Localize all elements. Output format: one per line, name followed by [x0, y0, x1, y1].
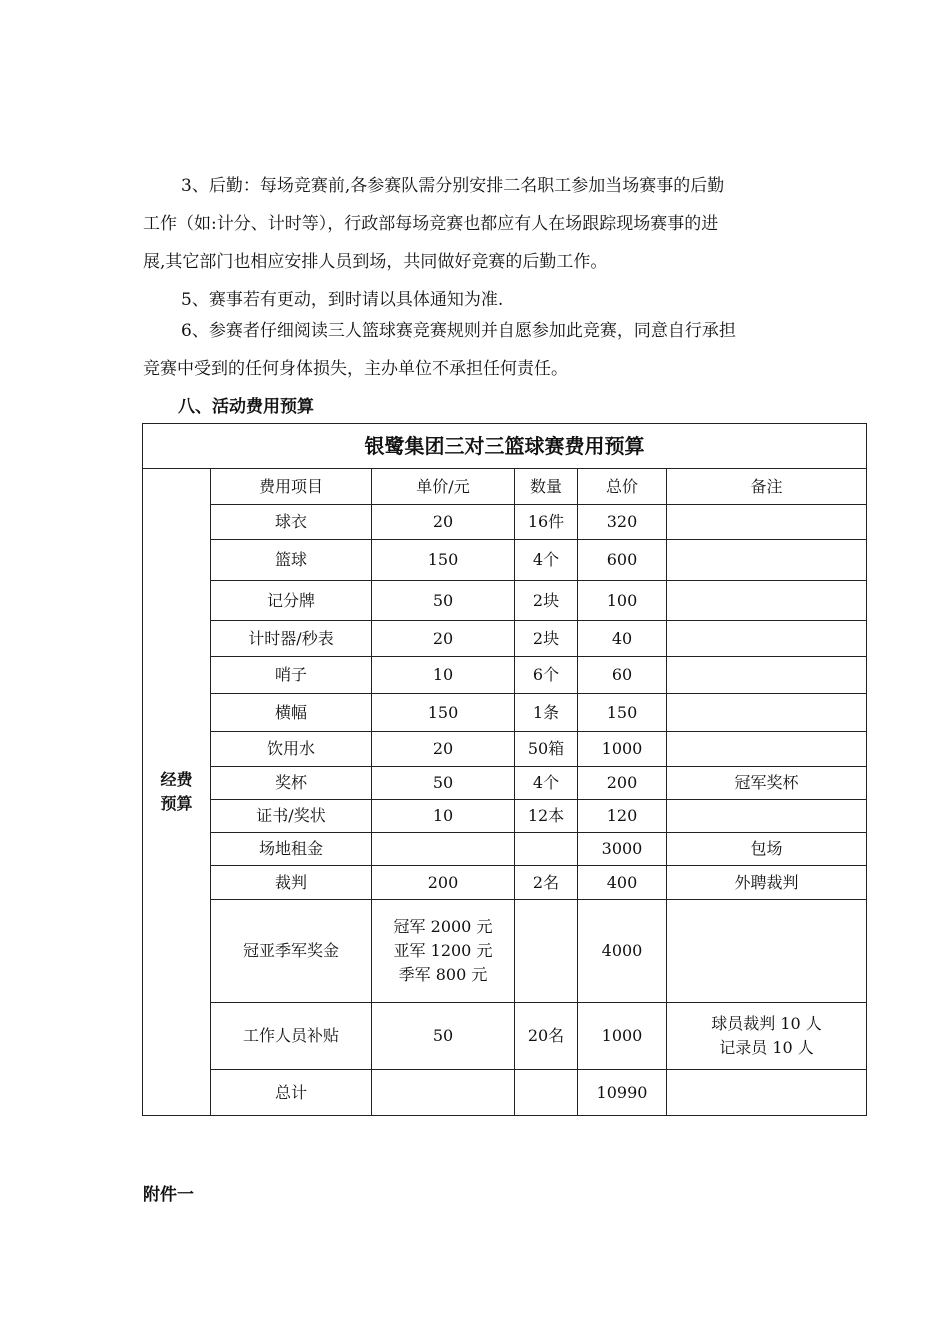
qty-cell: 4个	[515, 767, 578, 800]
paragraph-logistics	[143, 167, 823, 281]
item-cell: 饮用水	[211, 732, 372, 767]
header-cell: 数量	[515, 469, 578, 505]
budget-table	[142, 423, 867, 1116]
note-cell	[667, 657, 867, 694]
qty-cell: 2块	[515, 581, 578, 621]
table-row	[143, 657, 867, 694]
total-cell: 60	[578, 657, 667, 694]
table-row	[143, 866, 867, 900]
qty-cell: 16件	[515, 505, 578, 540]
total-cell: 320	[578, 505, 667, 540]
note-line: 球员裁判 10 人	[711, 1014, 822, 1033]
price-cell: 20	[372, 505, 515, 540]
section-heading: 八、活动费用预算	[178, 397, 314, 417]
total-cell: 120	[578, 800, 667, 833]
note-cell	[667, 1070, 867, 1116]
total-cell: 1000	[578, 1003, 667, 1070]
item-cell: 工作人员补贴	[211, 1003, 372, 1070]
note-cell	[667, 540, 867, 581]
price-cell	[372, 900, 515, 1003]
paragraph-line: 3、后勤：每场竞赛前,各参赛队需分别安排二名职工参加当场赛事的后勤	[181, 176, 725, 196]
table-row	[143, 621, 867, 657]
item-cell: 总计	[211, 1070, 372, 1116]
note-cell	[667, 900, 867, 1003]
header-cell: 费用项目	[211, 469, 372, 505]
total-cell: 1000	[578, 732, 667, 767]
side-label-line: 预算	[160, 794, 193, 813]
item-cell: 记分牌	[211, 581, 372, 621]
table-row-total	[143, 1070, 867, 1116]
total-cell: 400	[578, 866, 667, 900]
table-row	[143, 767, 867, 800]
note-cell	[667, 621, 867, 657]
item-cell: 证书/奖状	[211, 800, 372, 833]
item-cell: 冠亚季军奖金	[211, 900, 372, 1003]
table-row-staff	[143, 1003, 867, 1070]
table-row	[143, 540, 867, 581]
item-cell: 奖杯	[211, 767, 372, 800]
price-cell: 10	[372, 657, 515, 694]
price-cell: 20	[372, 621, 515, 657]
header-cell: 备注	[667, 469, 867, 505]
table-row	[143, 800, 867, 833]
note-line: 记录员 10 人	[719, 1038, 814, 1057]
item-cell: 计时器/秒表	[211, 621, 372, 657]
price-cell: 50	[372, 767, 515, 800]
note-cell	[667, 694, 867, 732]
total-cell: 40	[578, 621, 667, 657]
header-cell: 单价/元	[372, 469, 515, 505]
total-cell: 100	[578, 581, 667, 621]
qty-cell: 2名	[515, 866, 578, 900]
total-cell: 600	[578, 540, 667, 581]
note-cell: 包场	[667, 833, 867, 866]
item-cell: 裁判	[211, 866, 372, 900]
price-cell: 50	[372, 1003, 515, 1070]
paragraph-line: 6、参赛者仔细阅读三人篮球赛竞赛规则并自愿参加此竞赛，同意自行承担	[181, 321, 736, 341]
price-line: 季军 800 元	[398, 965, 488, 984]
total-cell: 3000	[578, 833, 667, 866]
table-title: 银鹭集团三对三篮球赛费用预算	[143, 424, 867, 469]
item-cell: 球衣	[211, 505, 372, 540]
price-cell: 50	[372, 581, 515, 621]
qty-cell: 4个	[515, 540, 578, 581]
item-cell: 篮球	[211, 540, 372, 581]
total-cell: 150	[578, 694, 667, 732]
note-cell	[667, 800, 867, 833]
qty-cell: 50箱	[515, 732, 578, 767]
note-cell	[667, 1003, 867, 1070]
side-label-line: 经费	[160, 770, 193, 789]
note-cell	[667, 581, 867, 621]
header-cell: 总价	[578, 469, 667, 505]
qty-cell: 20名	[515, 1003, 578, 1070]
price-line: 冠军 2000 元	[393, 917, 493, 936]
total-cell: 4000	[578, 900, 667, 1003]
total-cell: 200	[578, 767, 667, 800]
price-cell: 200	[372, 866, 515, 900]
price-line: 亚军 1200 元	[393, 941, 493, 960]
side-label	[143, 469, 211, 1116]
qty-cell	[515, 900, 578, 1003]
table-row	[143, 581, 867, 621]
note-cell	[667, 505, 867, 540]
qty-cell	[515, 833, 578, 866]
table-row	[143, 694, 867, 732]
item-cell: 哨子	[211, 657, 372, 694]
total-cell: 10990	[578, 1070, 667, 1116]
table-row	[143, 732, 867, 767]
qty-cell: 2块	[515, 621, 578, 657]
table-header-row	[143, 469, 867, 505]
price-cell: 150	[372, 540, 515, 581]
qty-cell	[515, 1070, 578, 1116]
item-cell: 横幅	[211, 694, 372, 732]
qty-cell: 12本	[515, 800, 578, 833]
paragraph-disclaimer	[143, 312, 823, 388]
paragraph-line: 展,其它部门也相应安排人员到场，共同做好竞赛的后勤工作。	[143, 252, 608, 272]
paragraph-line: 工作（如:计分、计时等），行政部每场竞赛也都应有人在场跟踪现场赛事的进	[143, 214, 719, 234]
table-row	[143, 505, 867, 540]
note-cell	[667, 732, 867, 767]
paragraph-line: 5、赛事若有更动，到时请以具体通知为准.	[181, 290, 504, 310]
price-cell: 150	[372, 694, 515, 732]
price-cell: 10	[372, 800, 515, 833]
item-cell: 场地租金	[211, 833, 372, 866]
note-cell: 冠军奖杯	[667, 767, 867, 800]
table-row-prize	[143, 900, 867, 1003]
price-cell	[372, 1070, 515, 1116]
attachment-heading: 附件一	[143, 1185, 194, 1205]
paragraph-line: 竞赛中受到的任何身体损失，主办单位不承担任何责任。	[143, 359, 568, 379]
note-cell: 外聘裁判	[667, 866, 867, 900]
table-row	[143, 833, 867, 866]
qty-cell: 6个	[515, 657, 578, 694]
price-cell: 20	[372, 732, 515, 767]
price-cell	[372, 833, 515, 866]
qty-cell: 1条	[515, 694, 578, 732]
